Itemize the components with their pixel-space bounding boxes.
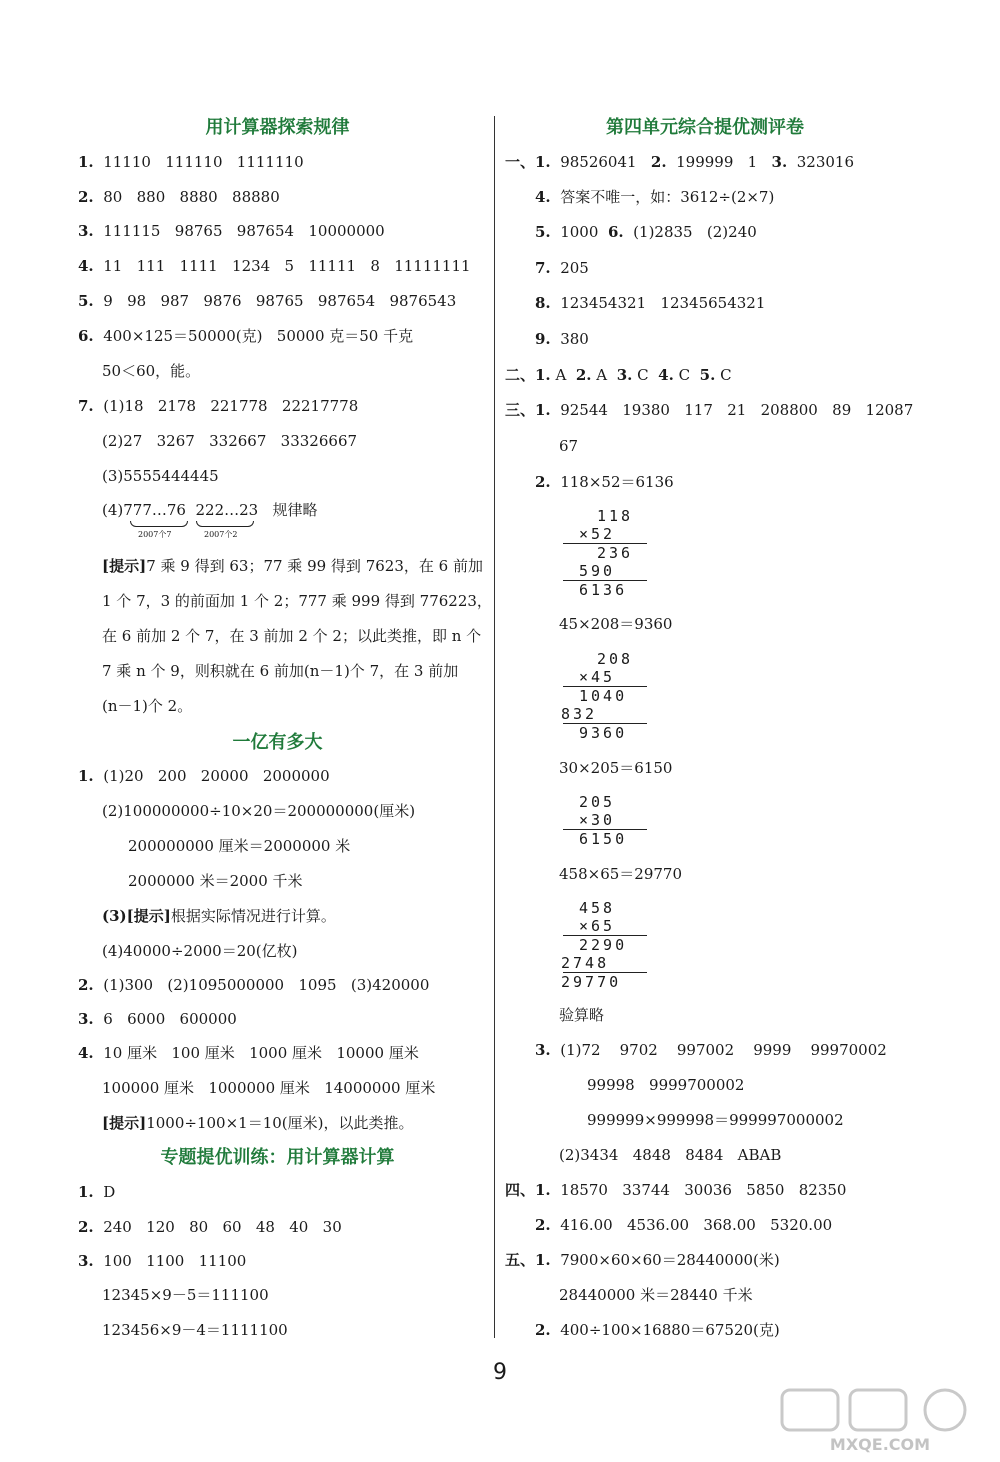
answer-line: 3. 111115 98765 987654 10000000 [78,222,385,240]
vertical-calc-line: 29770 [561,973,622,991]
answer-line: 五、1. 7900×60×60＝28440000(米) [505,1251,780,1269]
answer-line: 四、1. 18570 33744 30036 5850 82350 [505,1181,847,1199]
vertical-calc-line: 590 [579,562,616,580]
answer-line: 50＜60，能。 [102,362,201,380]
tip-line: 在 6 前加 2 个 7，在 3 前加 2 个 2；以此类推，即 n 个 [102,627,482,645]
tip-line: 7 乘 n 个 9，则积就在 6 前加(n－1)个 7，在 3 前加 [102,662,459,680]
answer-line: 1. D [78,1183,116,1201]
watermark-logo [780,1388,980,1454]
answer-line: 2. 80 880 8880 88880 [78,188,280,206]
vertical-calc-line: ×45 [579,668,616,686]
answer-line: 8. 123454321 12345654321 [535,294,766,312]
vertical-calc-line: 9360 [579,724,628,742]
answer-line: 12345×9－5＝111100 [102,1286,269,1304]
page-number: 9 [493,1360,507,1385]
answer-line: 4. 10 厘米 100 厘米 1000 厘米 10000 厘米 [78,1044,419,1062]
answer-line: 100000 厘米 1000000 厘米 14000000 厘米 [102,1079,436,1097]
answer-line: 验算略 [559,1006,605,1024]
answer-line: (4)777…76 222…23 规律略 [102,501,318,519]
answer-line: 30×205＝6150 [559,759,673,777]
answer-line: 3. 100 1100 11100 [78,1252,247,1270]
answer-line: 2. 240 120 80 60 48 40 30 [78,1218,342,1236]
answer-line: 200000000 厘米＝2000000 米 [128,837,351,855]
brace-note: 2007个7 [138,530,172,539]
answer-line: 2. 400÷100×16880＝67520(克) [535,1321,780,1339]
vertical-calc-line: 205 [579,793,616,811]
answer-line: 45×208＝9360 [559,615,673,633]
section-title-calculator-training: 专题提优训练：用计算器计算 [160,1147,395,1168]
section-title-hundred-million: 一亿有多大 [232,732,323,753]
answer-line: 67 [559,437,579,455]
answer-line: 123456×9－4＝1111100 [102,1321,288,1339]
vertical-calc-line: 236 [597,544,634,562]
answer-line: 4. 11 111 1111 1234 5 11111 8 11111111 [78,257,471,275]
section-title-unit4-test: 第四单元综合提优测评卷 [606,117,804,138]
underbrace [196,521,254,527]
answer-line: (2)100000000÷10×20＝200000000(厘米) [102,802,416,820]
vertical-calc-line: ×65 [579,917,616,935]
vertical-calc-line: 458 [579,899,616,917]
answer-line: 9. 380 [535,330,589,348]
vertical-calc-line: 6150 [579,830,628,848]
answer-line: 2. (1)300 (2)1095000000 1095 (3)420000 [78,976,430,994]
answer-line: (3)[提示]根据实际情况进行计算。 [102,907,336,925]
section-title-calculator-patterns: 用计算器探索规律 [205,117,350,138]
answer-line: (4)40000÷2000＝20(亿枚) [102,942,298,960]
vertical-calc-line: 2290 [579,936,628,954]
answer-line: 6. 400×125＝50000(克) 50000 克＝50 千克 [78,327,414,345]
column-divider [494,116,495,1338]
vertical-calc-line: ×30 [579,811,616,829]
vertical-calc-line: 1040 [579,687,628,705]
answer-line: 7. (1)18 2178 221778 22217778 [78,397,359,415]
answer-line: 二、1. A 2. A 3. C 4. C 5. C [505,366,732,384]
answer-line: 三、1. 92544 19380 117 21 208800 89 12087 [505,401,914,419]
tip-line: [提示]7 乘 9 得到 63；77 乘 99 得到 7623，在 6 前加 [102,557,483,575]
answer-line: 5. 9 98 987 9876 98765 987654 9876543 [78,292,457,310]
brace-note: 2007个2 [204,530,238,539]
answer-line: 3. (1)72 9702 997002 9999 99970002 [535,1041,887,1059]
answer-line: (2)3434 4848 8484 ABAB [559,1146,782,1164]
answer-line: 2. 118×52＝6136 [535,473,674,491]
answer-line: 999999×999998＝999997000002 [587,1111,844,1129]
vertical-calc-line: 208 [597,650,634,668]
answer-line: 1. (1)20 200 20000 2000000 [78,767,330,785]
tip-line: 1 个 7，3 的前面加 1 个 2；777 乘 999 得到 776223， [102,592,492,610]
vertical-calc-line: 832 [561,705,598,723]
answer-line: (2)27 3267 332667 33326667 [102,432,358,450]
answer-line: 7. 205 [535,259,589,277]
answer-line: 28440000 米＝28440 千米 [559,1286,753,1304]
answer-line: 2000000 米＝2000 千米 [128,872,303,890]
vertical-calc-line: 118 [597,507,634,525]
answer-line: 1. 11110 111110 1111110 [78,153,304,171]
answer-line: 一、1. 98526041 2. 199999 1 3. 323016 [505,153,855,171]
vertical-calc-line: 6136 [579,581,628,599]
answer-line: (3)5555444445 [102,467,219,485]
tip-line: [提示]1000÷100×1＝10(厘米)，以此类推。 [102,1114,414,1132]
answer-line: 99998 9999700002 [587,1076,745,1094]
answer-line: 458×65＝29770 [559,865,683,883]
answer-line: 3. 6 6000 600000 [78,1010,237,1028]
svg-text:MXQE.COM: MXQE.COM [829,1435,931,1454]
answer-line: 4. 答案不唯一，如：3612÷(2×7) [535,188,775,206]
vertical-calc-line: ×52 [579,525,616,543]
answer-line: 5. 1000 6. (1)2835 (2)240 [535,223,757,241]
tip-line: (n－1)个 2。 [102,697,193,715]
underbrace [130,521,188,527]
vertical-calc-line: 2748 [561,954,610,972]
answer-line: 2. 416.00 4536.00 368.00 5320.00 [535,1216,833,1234]
